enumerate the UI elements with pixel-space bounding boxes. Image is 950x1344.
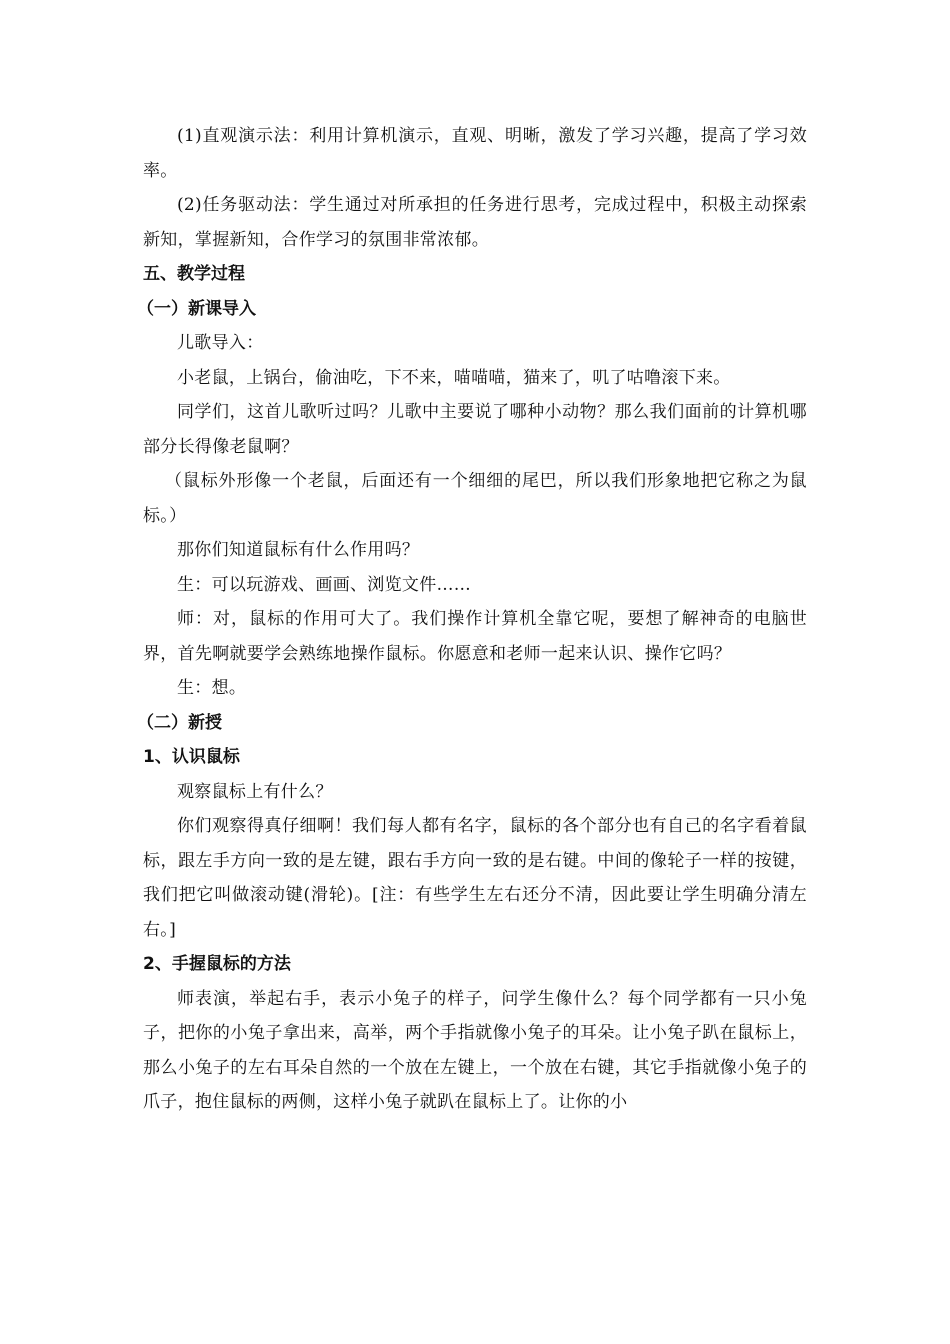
method-1-paragraph: (1)直观演示法：利用计算机演示，直观、明晰，激发了学习兴趣，提高了学习效率。 [143, 126, 807, 181]
method-2-paragraph: (2)任务驱动法：学生通过对所承担的任务进行思考，完成过程中，积极主动探索新知，掌握新知，合作学习的氛围非常浓郁。 [143, 195, 807, 250]
sub-1-paragraph: 观察鼠标上有什么？ [177, 781, 333, 802]
part-1-paragraph: 儿歌导入： [177, 333, 264, 353]
sub-1-title: 1、认识鼠标 [143, 747, 240, 767]
sub-2-paragraph: 师表演，举起右手，表示小兔子的样子，问学生像什么？每个同学都有一只小兔子，把你的小兔子拿出来，高举，两个手指就像小兔子的耳朵。让小兔子趴在鼠标上，那么小兔子的左右耳朵自然的一个放在左键上，一个放在右键，其它手指就像小兔子的爪子，抱住鼠标的两侧，这样小兔子就趴在鼠标上了。让你的小 [143, 988, 807, 1112]
part-1-paragraph: 同学们，这首儿歌听过吗？儿歌中主要说了哪种小动物？那么我们面前的计算机哪部分长得像老鼠啊？ [143, 402, 807, 457]
section-5-title: 五、教学过程 [143, 264, 245, 284]
part-1-paragraph: 生：想。 [177, 678, 247, 698]
part-1-paragraph: 小老鼠，上锅台，偷油吃，下不来，喵喵喵，猫来了，叽了咕噜滚下来。 [177, 367, 731, 388]
part-1-paragraph: 那你们知道鼠标有什么作用吗？ [177, 540, 420, 560]
part-1-paragraph: 生：可以玩游戏、画画、浏览文件…… [177, 574, 472, 595]
sub-1-paragraph: 你们观察得真仔细啊！我们每人都有名字，鼠标的各个部分也有自己的名字看着鼠标，跟左手方向一致的是左键，跟右手方向一致的是右键。中间的像轮子一样的按键，我们把它叫做滚动键(滑轮)。[注：有些学生左右还分不清，因此要让学生明确分清左右。] [143, 816, 807, 940]
part-1-paragraph: 师：对，鼠标的作用可大了。我们操作计算机全靠它呢，要想了解神奇的电脑世界，首先啊就要学会熟练地操作鼠标。你愿意和老师一起来认识、操作它吗？ [143, 609, 807, 664]
part-2-title: （二）新授 [137, 712, 222, 733]
sub-2-title: 2、手握鼠标的方法 [143, 954, 291, 974]
part-1-paragraph: （鼠标外形像一个老鼠，后面还有一个细细的尾巴，所以我们形象地把它称之为鼠标。） [143, 471, 807, 526]
part-1-title: （一）新课导入 [137, 298, 256, 319]
